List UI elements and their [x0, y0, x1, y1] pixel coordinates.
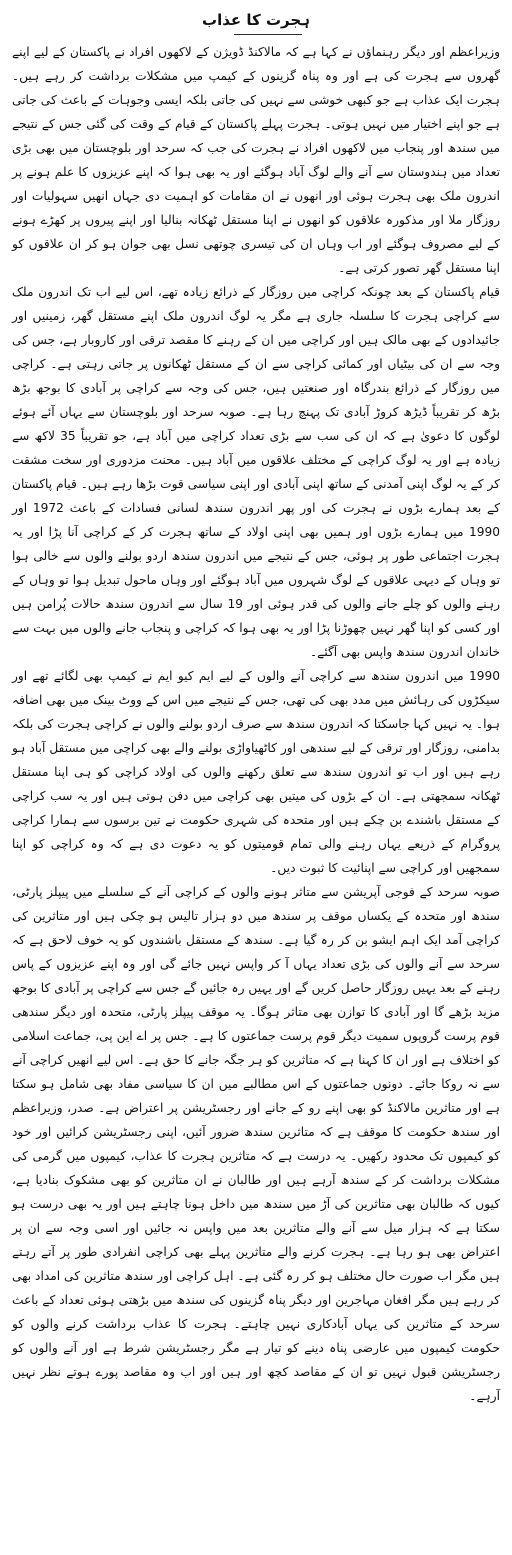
paragraph-4: صوبہ سرحد کے فوجی آپریشن سے متاثر ہونے والوں کے کراچی آنے کے سلسلے میں پیپلز پارٹی، سندھ اور متحدہ کے یکساں موقف پر سندھ میں دو ہزار تالیس ہو چکی ہیں اور متاثرین کی کراچی آمد ایک اہم ایشو بن کر رہ گیا ہے۔ سندھ کے مستقل باشندوں کو یہ خوف لاحق ہے کہ سرحد سے آنے والوں کی بڑی تعداد یہاں آ کر واپس نہیں جائے گی اور وہ اپنے عزیزوں کے پاس رہنے کے بعد یہیں روزگار حاصل کریں گے اور یہیں رہ جائیں گے جس سے کراچی پر آبادی کا بوجھ مزید بڑھے گا اور آبادی کا توازن بھی متاثر ہوگا۔ یہ موقف پیپلز پارٹی، متحدہ اور دیگر سندھی قوم پرست گروپوں سمیت دیگر قوم پرست جماعتوں کا ہے۔ جس پر اے این پی، جماعت اسلامی کو اختلاف ہے اور ان کا کہنا ہے کہ متاثرین کو ہر جگہ جانے کا حق ہے۔ اس لیے انھیں کراچی آنے سے نہ روکا جائے۔ دونوں جماعتوں کے اس مطالبے میں ان کا سیاسی مفاد بھی شامل ہو سکتا ہے اور متاثرین مالاکنڈ کو بھی اپنے رو کے جانے اور رجسٹریشن پر اعتراض ہے۔ صدر، وزیراعظم اور سندھ حکومت کا موقف ہے کہ متاثرین سندھ ضرور آئیں، اپنی رجسٹریشن کرائیں اور خود کو کیمپوں تک محدود رکھیں۔ یہ درست ہے کہ متاثرین ہجرت کا عذاب، کیمپوں میں گرمی کی مشکلات برداشت کر کے سندھ آرہے ہیں اور طالبان نے ان متاثرین کو بھی مشکوک بنادیا ہے، کیوں کہ طالبان بھی متاثرین کی آڑ میں سندھ میں داخل ہونا چاہتے ہیں اور یہ بھی درست ہو سکتا ہے کہ ہزار میل سے آنے والے متاثرین بعد میں واپس نہ جائیں اور اسی وجہ سے ان پر اعتراض بھی ہو رہا ہے۔ ہجرت کرنے والے متاثرین پہلے بھی کراچی انفرادی طور پر آتے رہتے ہیں مگر اب صورت حال مختلف ہو کر رہ گئی ہے۔ اہل کراچی اور سندھ متاثرین کی امداد بھی کر رہے ہیں مگر افغان مہاجرین اور دیگر پناہ گزینوں کی سندھ میں بڑھتی ہوئی تعداد کے باعث سرحد کے متاثرین کی یہاں آبادکاری نہیں چاہتے۔ ہجرت کا عذاب برداشت کرنے والوں کو حکومت کیمپوں میں عارضی پناہ دینے کو تیار ہے مگر رجسٹریشن شرط ہے اور آنے والوں کو رجسٹریشن قبول نہیں تو ان کے مقاصد کچھ اور ہیں اور اب وہ مقاصد پورے ہوتے نظر نہیں آرہے۔ — [12, 885, 500, 1403]
paragraph-3: 1990 میں اندرون سندھ سے کراچی آنے والوں کے لیے ایم کیو ایم نے کیمپ بھی لگائے تھے اور سیکڑوں کی رہائش میں مدد بھی کی تھی، جس کے نتیجے میں اس کے ووٹ بینک میں بھی اضافہ ہوا۔ یہ نہیں کہا جاسکتا کہ اندرون سندھ سے صرف اردو بولنے والوں نے کراچی ہجرت کی بلکہ بدامنی، روزگار اور ترقی کے لیے سندھی اور کاٹھیاواڑی بولنے والے بھی کراچی میں مستقل آباد ہو رہے ہیں اور اب تو اندرون سندھ سے تعلق رکھنے والوں کی اولاد کراچی کو ہی اپنا مستقل ٹھکانہ سمجھتی ہے۔ ان کے بڑوں کی میتیں بھی کراچی میں دفن ہوتی ہیں اور یہ سب کراچی کے مستقل باشندے بن چکے ہیں اور متحدہ کی شہری حکومت نے تین برسوں سے ہمارا کراچی پروگرام کے ذریعے یہاں رہنے والی تمام قومیتوں کو یہ دعوت دی ہے کہ وہ کراچی کو اپنا سمجھیں اور کراچی سے اپنائیت کا ثبوت دیں۔ — [12, 669, 500, 875]
title-block — [12, 10, 500, 36]
paragraph-2: قیام پاکستان کے بعد چونکہ کراچی میں روزگار کے ذرائع زیادہ تھے، اس لیے اب تک اندرون ملک سے کراچی ہجرت کا سلسلہ جاری ہے مگر یہ لوگ اندرون ملک اپنے مستقل گھر، زمینیں اور جائیدادوں کے بھی مالک ہیں اور کراچی میں ان کے رہنے کا مقصد ترقی اور کاروبار ہے، جس کی وجہ سے ان کی بیٹیاں اور کمائی کراچی سے ان کے مستقل ٹھکانوں پر جاتی رہتی ہے۔ کراچی میں روزگار کے ذرائع بندرگاہ اور صنعتیں ہیں، جس کی وجہ سے کراچی پر آبادی کا بوجھ بڑھ بڑھ کر تقریباً ڈیڑھ کروڑ آبادی تک پہنچ رہا ہے۔ صوبہ سرحد اور بلوچستان سے یہاں آئے ہوئے لوگوں کا دعویٰ ہے کہ ان کی سب سے بڑی تعداد کراچی میں آباد ہے، جو تقریباً 35 لاکھ سے زیادہ ہے اور یہ لوگ کراچی کے مختلف علاقوں میں آباد ہیں۔ محنت مزدوری اور سخت مشقت کر کے یہ لوگ اپنی آمدنی کے ساتھ اپنی آبادی اور اپنی سیاسی قوت بڑھا رہے ہیں۔ قیام پاکستان کے بعد ہمارے بڑوں نے ہجرت کی اور پھر اندرون سندھ لسانی فسادات کے باعث 1972 اور 1990 میں ہمارے بڑوں اور ہمیں بھی اپنی اولاد کے ساتھ ہجرت کر کے کراچی آنا پڑا اور یہ ہجرت اجتماعی طور پر ہوئی، جس کے نتیجے میں اندرون سندھ اردو بولنے والوں سے خالی ہوا تو وہاں کے دیہی علاقوں کے لوگ شہروں میں آباد ہوگئے اور وہاں ماحول تبدیل ہوا تو وہاں کے رہنے والوں کو چلے جانے والوں کی قدر ہوئی اور 19 سال سے اندرون سندھ حالات پُرامن ہیں اور کسی کو اپنا گھر نہیں چھوڑنا پڑا اور یہ بھی ہوا کہ کراچی و پنجاب جانے والوں میں بہت سے خاندان اندرون سندھ واپس بھی آگئے۔ — [12, 285, 500, 659]
article-title: ہجرت کا عذاب — [202, 11, 310, 29]
paragraph-1: وزیراعظم اور دیگر رہنماؤں نے کہا ہے کہ مالاکنڈ ڈویژن کے لاکھوں افراد نے پاکستان کے لیے اپنے گھروں سے ہجرت کی ہے اور وہ پناہ گزینوں کے کیمپ میں مشکلات برداشت کر رہے ہیں۔ ہجرت ایک عذاب ہے جو کبھی خوشی سے نہیں کی جاتی بلکہ ایسی وجوہات کے باعث کی جاتی ہے جو اپنے اختیار میں نہیں ہوتی۔ ہجرت پہلے پاکستان کے قیام کے وقت کی گئی جس کے نتیجے میں سندھ اور پنجاب میں لاکھوں افراد نے ہجرت کی جب کہ سرحد اور بلوچستان میں بھی بڑی تعداد میں ہندوستان سے آنے والے لوگ آباد ہوگئے اور یہ بھی ہوا کہ اپنے عزیزوں کا علم ہونے پر اندرون ملک بھی ہجرت ہوئی اور انھوں نے ان مقامات کو اہمیت دی جہاں انھیں سہولیات اور روزگار ملا اور مذکورہ علاقوں کو انھوں نے اپنا مستقل ٹھکانہ بنالیا اور اپنے پیروں پر کھڑے ہونے کے لیے مصروف ہوگئے اور اب وہاں ان کی تیسری چوتھی نسل بھی جوان ہو کر ان علاقوں کو اپنا مستقل گھر تصور کرتی ہے۔ — [12, 45, 500, 275]
article-body — [12, 40, 500, 1408]
title-underline — [234, 34, 302, 35]
